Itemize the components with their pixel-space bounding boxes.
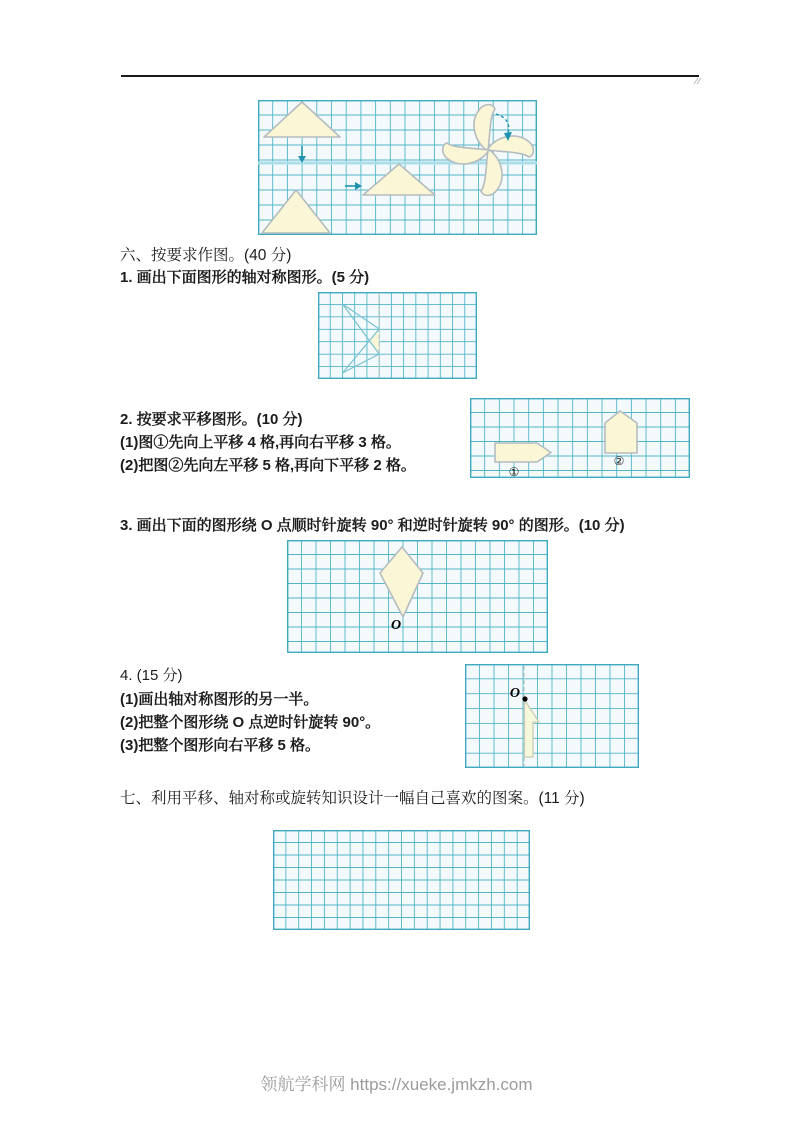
q3-point-o-label: O [390,618,402,633]
q2-translation-grid [470,398,690,478]
q4-point-o-label: O [509,686,520,701]
top-divider-rule [121,75,699,77]
grid-lines [465,664,639,768]
section-seven-heading: 七、利用平移、轴对称或旋转知识设计一幅自己喜欢的图案。(11 分) [120,790,585,807]
intro-demo-grid [258,100,537,235]
question-2-text: 2. 按要求平移图形。(10 分) [120,411,303,428]
grid-lines [273,830,530,930]
footer-watermark: 领航学科网 https://xueke.jmkzh.com [260,1075,533,1094]
grid-lines [318,292,477,379]
q2-shape-1-label: ① [508,465,520,478]
q2-shape-1-arrow [495,443,551,462]
corner-mark [692,77,702,85]
question-2-sub1: (1)图①先向上平移 4 格,再向右平移 3 格。 [120,434,401,451]
question-4-text: 4. (15 分) [120,667,183,684]
q3-rotation-grid [287,540,548,653]
question-4-sub3: (3)把整个图形向右平移 5 格。 [120,737,321,754]
section-six-heading: 六、按要求作图。(40 分) [120,247,292,264]
grid-lines [470,398,690,478]
q4-combined-grid [465,664,639,768]
question-3-text: 3. 画出下面的图形绕 O 点顺时针旋转 90° 和逆时针旋转 90° 的图形。(10 分) [120,517,625,534]
question-1-text: 1. 画出下面图形的轴对称图形。(5 分) [120,269,370,286]
grid-lines [287,540,548,653]
question-4-sub1: (1)画出轴对称图形的另一半。 [120,691,319,708]
q2-shape-2-label: ② [613,454,625,468]
design-blank-grid [273,830,530,930]
q1-symmetry-grid [318,292,477,379]
q4-point-o-dot [522,696,527,701]
question-2-sub2: (2)把图②先向左平移 5 格,再向下平移 2 格。 [120,457,416,474]
question-4-sub2: (2)把整个图形绕 O 点逆时针旋转 90°。 [120,714,381,731]
